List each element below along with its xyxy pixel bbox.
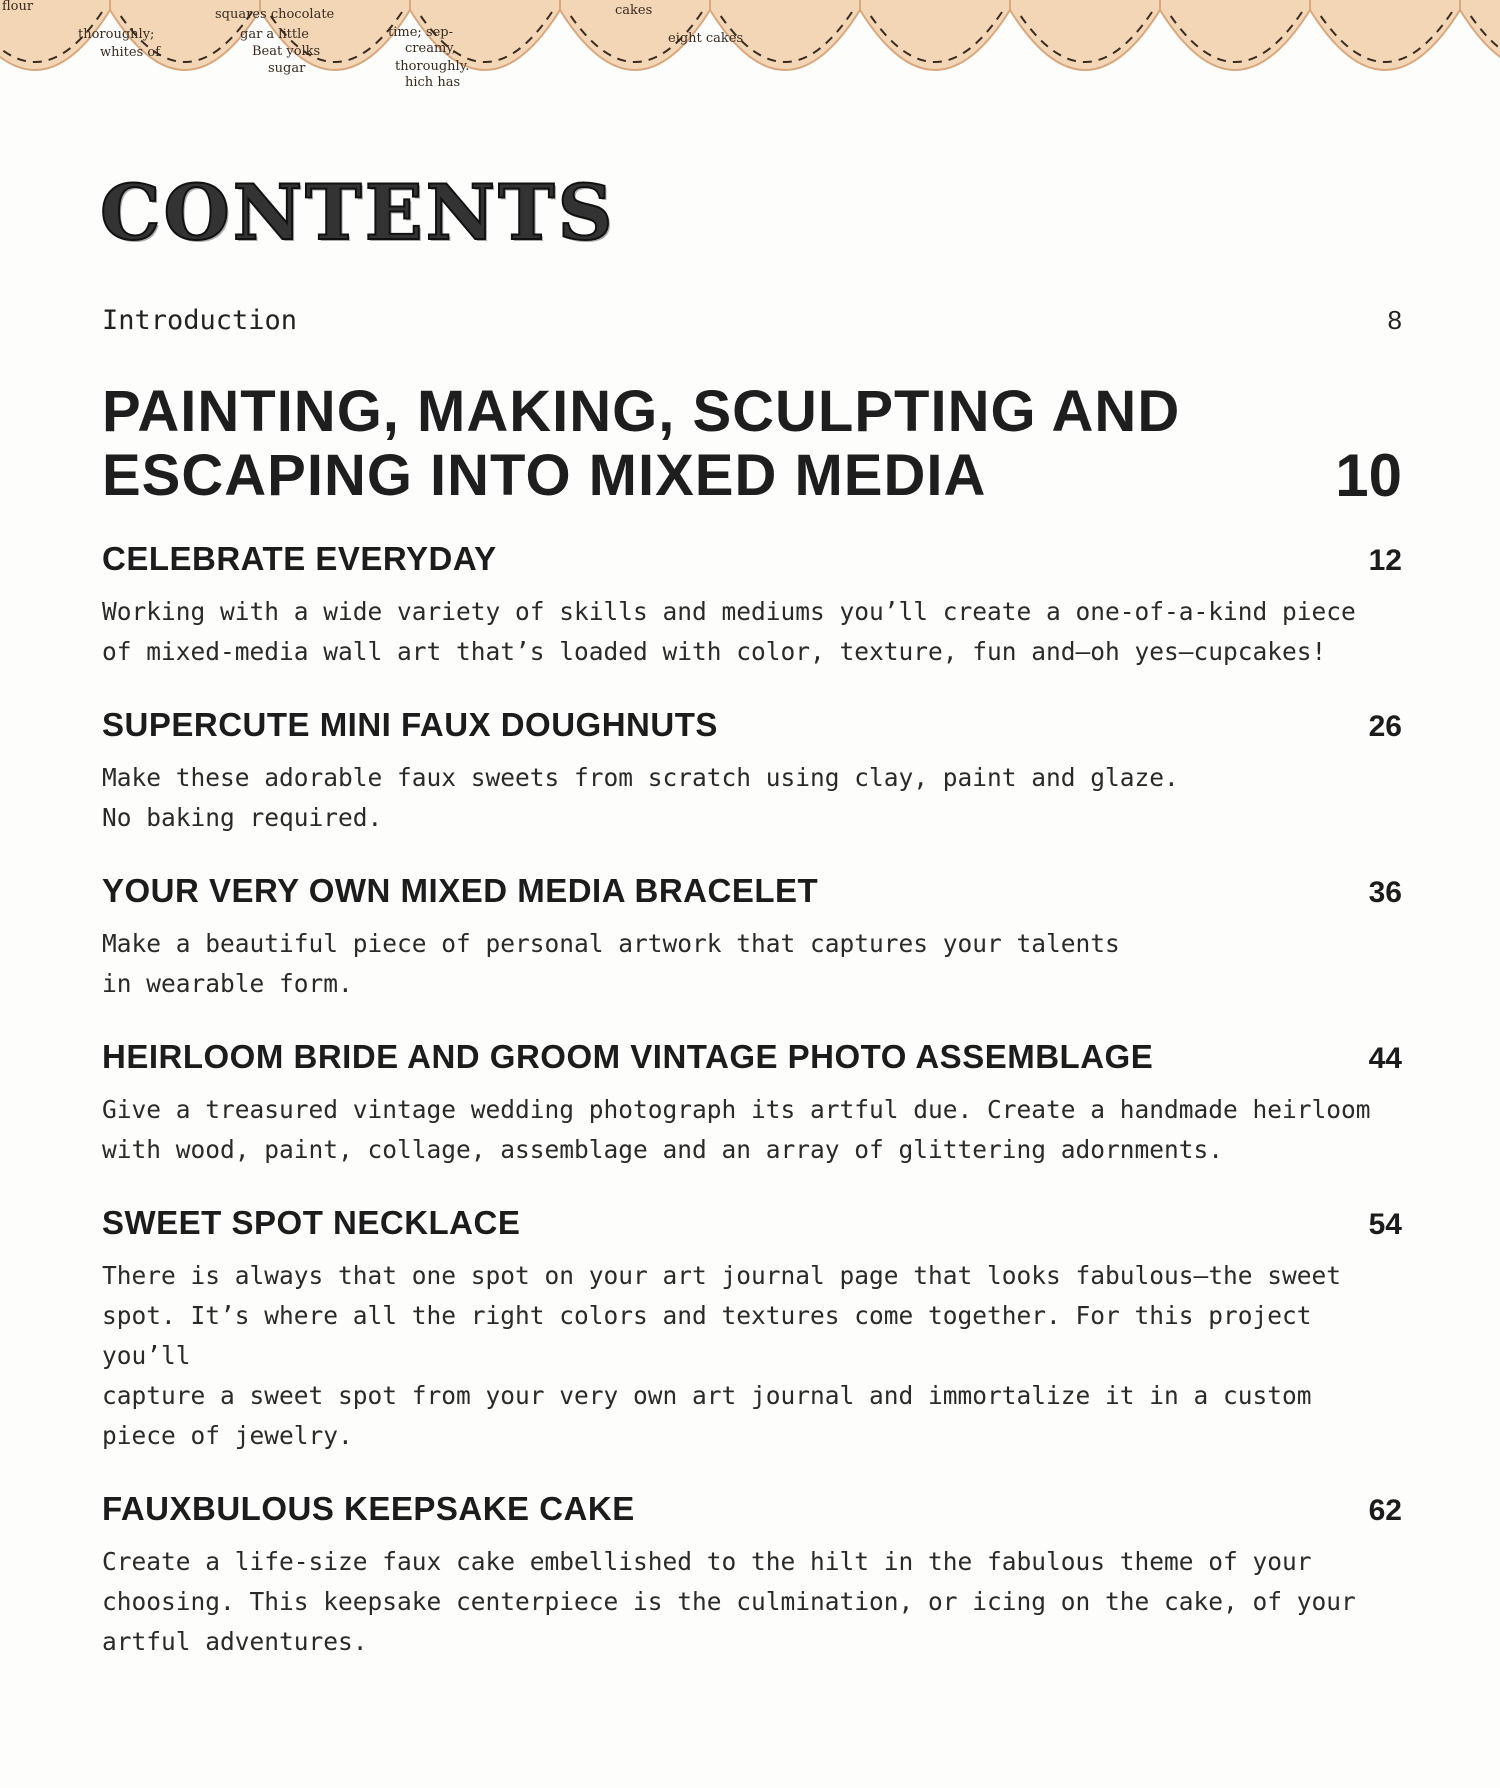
entry-page-number: 44: [1368, 1042, 1402, 1075]
introduction-row[interactable]: [102, 305, 1402, 336]
introduction-label: Introduction: [102, 305, 298, 336]
section-title-line-2: ESCAPING INTO MIXED MEDIA: [102, 443, 987, 508]
toc-entry[interactable]: [102, 540, 1402, 672]
toc-entry[interactable]: [102, 1038, 1402, 1170]
banner-snippet: flour: [2, 0, 34, 14]
banner-snippet: Beat yolks: [252, 44, 321, 59]
scalloped-paper-banner: [0, 0, 1500, 120]
entry-description: Create a life-size faux cake embellished to the hilt in the fabulous theme of your choosing. This keepsake centerpiece is the culmination, or icing on the cake, of your artful adventures.: [102, 1547, 1356, 1656]
entry-title: SWEET SPOT NECKLACE: [102, 1204, 521, 1241]
entry-page-number: 26: [1368, 710, 1402, 743]
entry-description: There is always that one spot on your art journal page that looks fabulous—the sweet spot. It’s where all the right colors and textures come together. For this project you’ll capture a sweet spot from your very own art journal and immortalize it in a custom piece of jewelry.: [102, 1261, 1342, 1450]
entry-title: SUPERCUTE MINI FAUX DOUGHNUTS: [102, 706, 718, 743]
entry-title: YOUR VERY OWN MIXED MEDIA BRACELET: [102, 872, 819, 909]
banner-snippet: eight cakes: [668, 31, 744, 46]
banner-snippet: sugar: [268, 61, 306, 76]
entry-title: HEIRLOOM BRIDE AND GROOM VINTAGE PHOTO ASSEMBLAGE: [102, 1038, 1154, 1075]
entry-page-number: 12: [1368, 544, 1402, 577]
section-page-number: 10: [1335, 442, 1402, 509]
banner-snippet: thoroughly.: [395, 59, 470, 74]
toc-entry[interactable]: [102, 872, 1402, 1004]
banner-snippet: squares chocolate: [215, 7, 335, 22]
section-heading-row[interactable]: [102, 380, 1402, 508]
banner-snippet: time; sep-: [388, 25, 453, 40]
toc-entry[interactable]: [102, 1204, 1402, 1456]
toc-entry[interactable]: [102, 706, 1402, 838]
scallop-shape: [1460, 0, 1500, 70]
banner-snippet: whites of: [100, 45, 161, 60]
toc-entries: [102, 540, 1402, 1696]
entry-description: Working with a wide variety of skills and mediums you’ll create a one-of-a-kind piece of mixed-media wall art that’s loaded with color, texture, fun and—oh yes—cupcakes!: [102, 597, 1356, 666]
section-title: [102, 380, 1180, 508]
entry-page-number: 36: [1368, 876, 1402, 909]
banner-snippet: thoroughly;: [78, 27, 155, 42]
scallop-shape: [1010, 0, 1160, 70]
page-title: CONTENTS: [100, 168, 616, 257]
banner-snippet: hich has: [405, 75, 461, 90]
entry-description: Give a treasured vintage wedding photograph its artful due. Create a handmade heirloom with wood, paint, collage, assemblage and an array of glittering adornments.: [102, 1095, 1371, 1164]
scallop-shape: [1310, 0, 1460, 70]
entry-page-number: 62: [1368, 1494, 1402, 1527]
section-title-line-1: PAINTING, MAKING, SCULPTING AND: [102, 379, 1181, 444]
banner-snippet: creamy,: [405, 41, 457, 56]
entry-description: Make these adorable faux sweets from scratch using clay, paint and glaze. No baking required.: [102, 763, 1179, 832]
toc-entry[interactable]: [102, 1490, 1402, 1662]
entry-page-number: 54: [1368, 1208, 1402, 1241]
banner-snippet: gar a little: [240, 27, 309, 42]
banner-snippet: cakes: [615, 3, 653, 18]
entry-title: FAUXBULOUS KEEPSAKE CAKE: [102, 1490, 635, 1527]
scallop-shape: [1160, 0, 1310, 70]
introduction-page-number: 8: [1387, 305, 1402, 335]
entry-description: Make a beautiful piece of personal artwork that captures your talents in wearable form.: [102, 929, 1120, 998]
entry-title: CELEBRATE EVERYDAY: [102, 540, 497, 577]
scallop-shape: [860, 0, 1010, 70]
